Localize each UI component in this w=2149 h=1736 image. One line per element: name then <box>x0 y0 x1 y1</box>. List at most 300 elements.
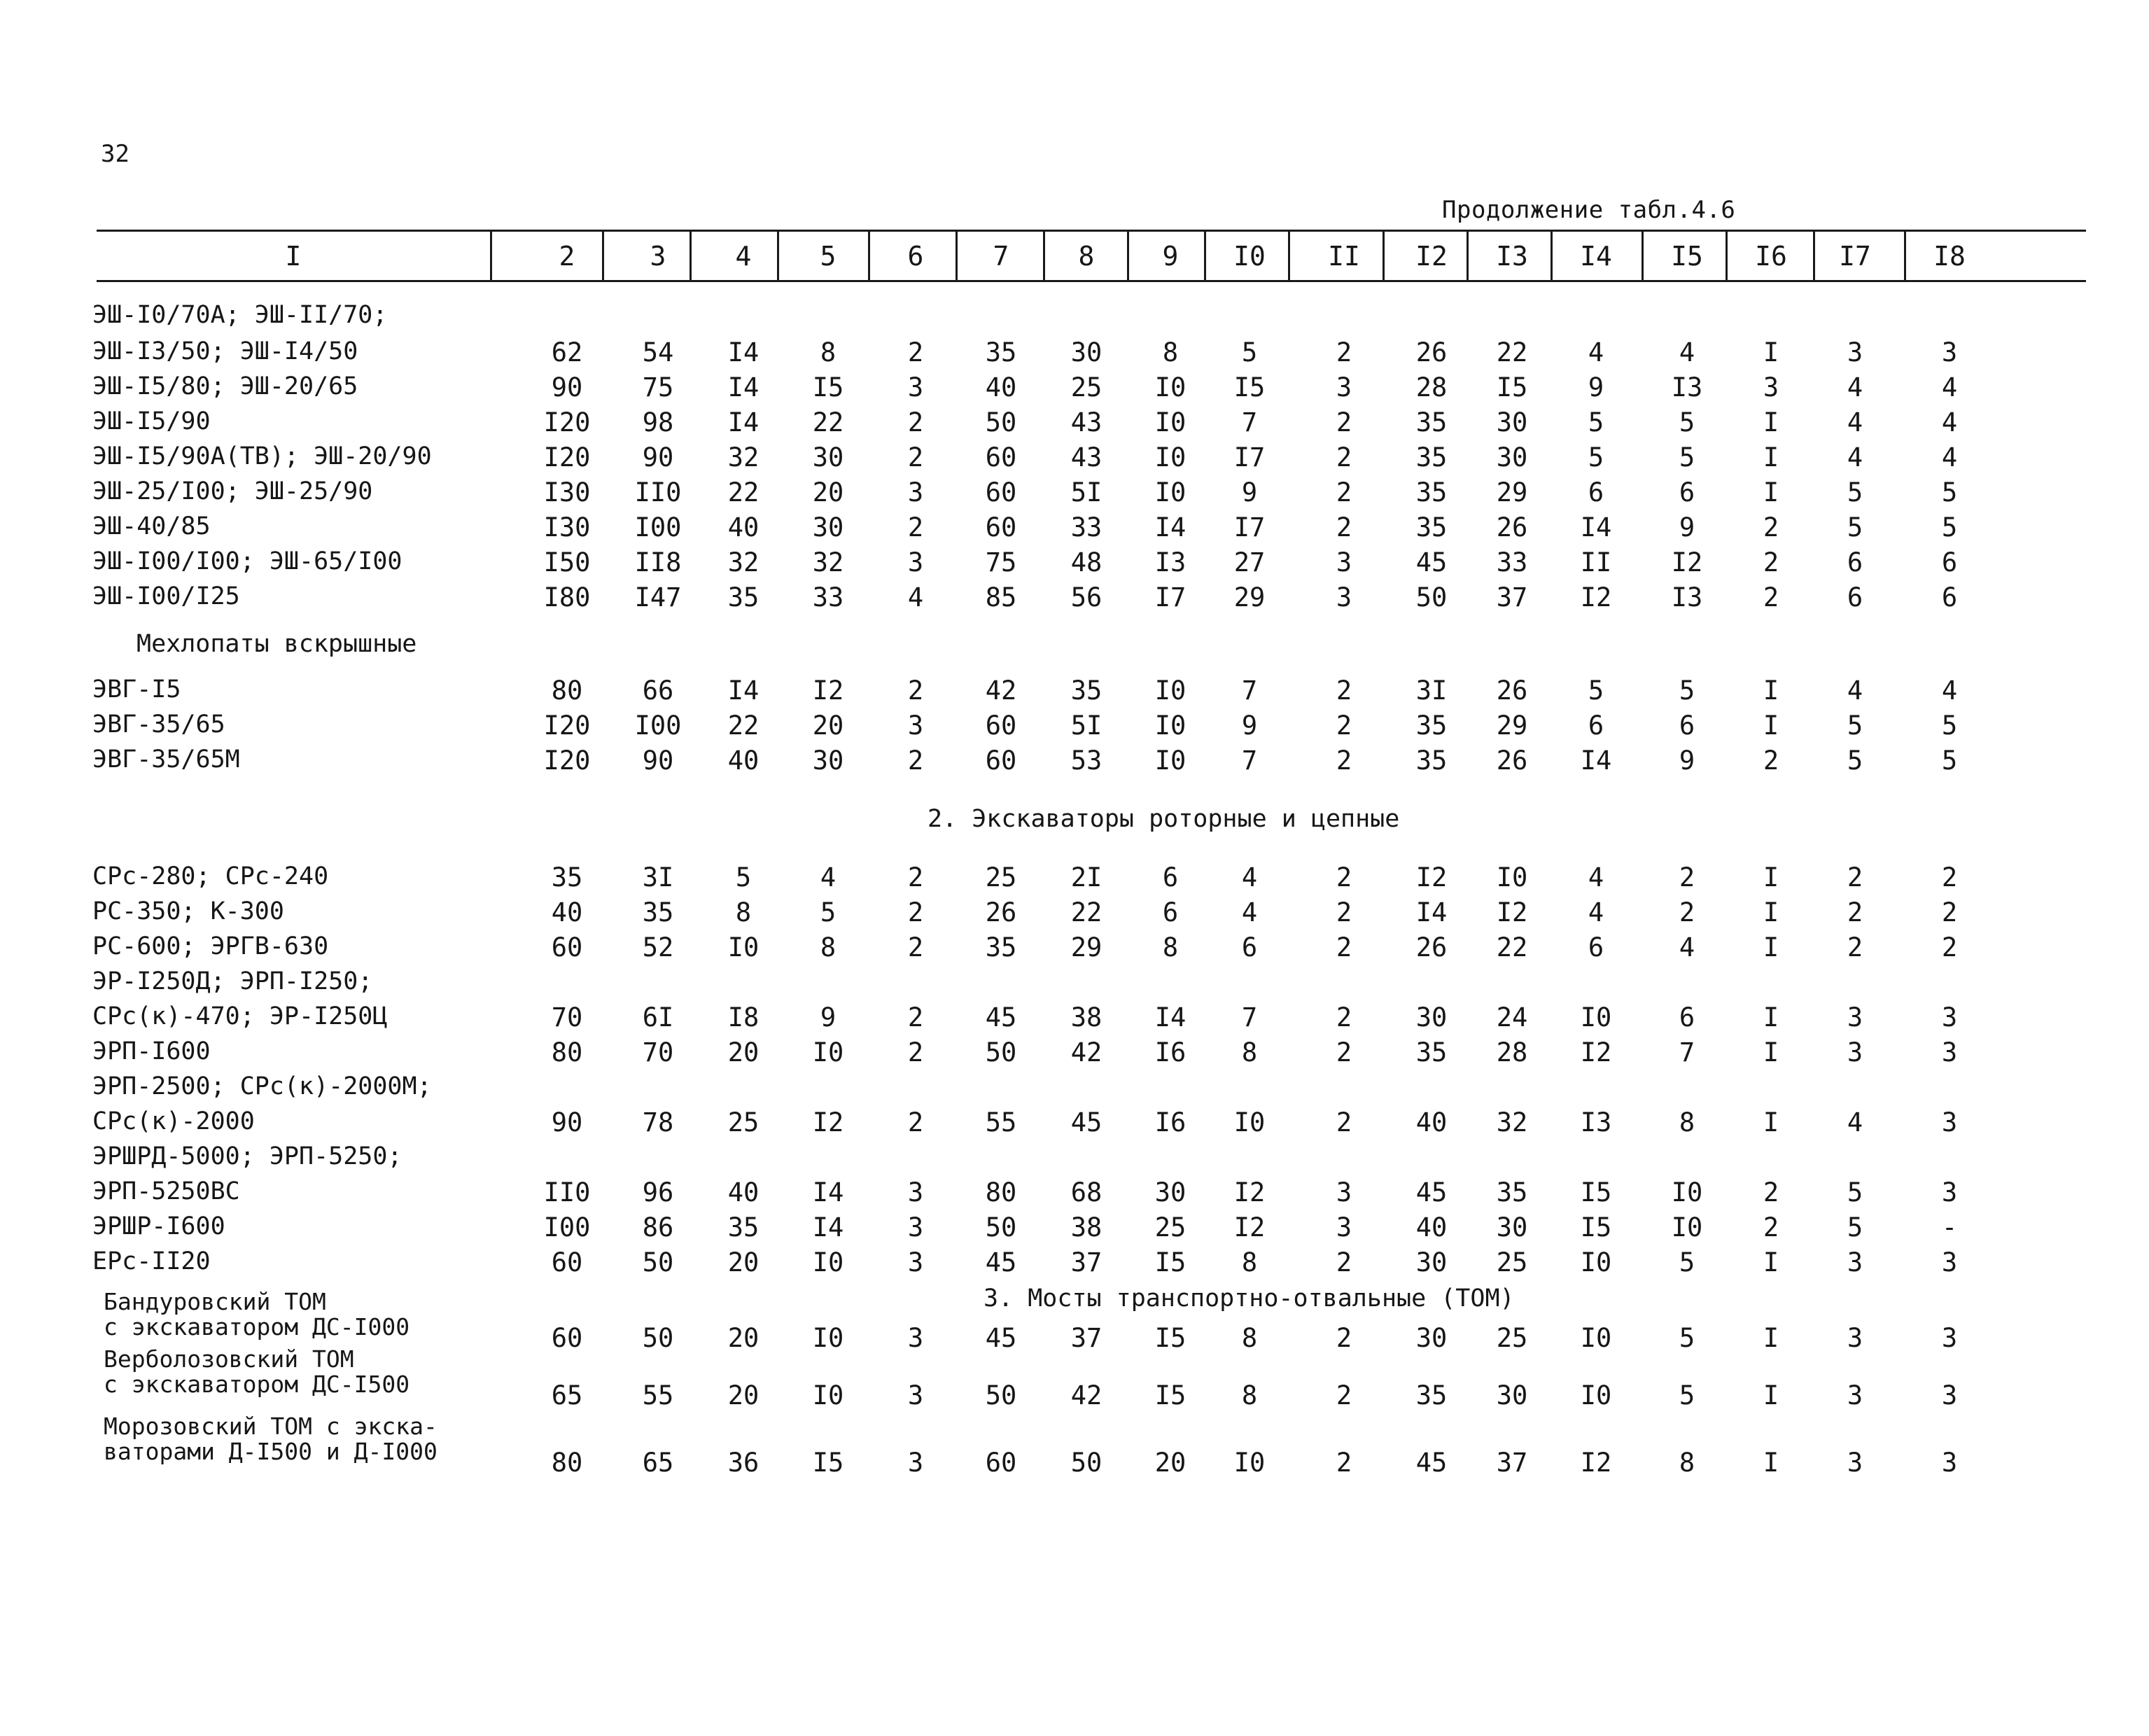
table-cell: 6 <box>1162 897 1179 927</box>
table-cell: 8 <box>820 932 836 962</box>
table-cell: 2 <box>1763 1212 1779 1242</box>
row-label: Бандуровский ТОМ <box>104 1288 326 1315</box>
table-cell: I3 <box>1671 582 1703 612</box>
table-cell: 4 <box>1679 337 1695 368</box>
table-cell: 5 <box>1847 710 1863 741</box>
table-cell: 2I <box>1070 862 1102 892</box>
table-cell: I20 <box>543 746 591 776</box>
table-cell: 2 <box>907 676 924 706</box>
table-cell: I2 <box>1415 862 1448 892</box>
table-cell: 6 <box>1847 582 1863 612</box>
table-cell: 90 <box>642 442 674 472</box>
table-cell: 30 <box>1496 407 1528 438</box>
row-label: ЭВГ-I5 <box>92 676 181 704</box>
table-cell: 26 <box>985 897 1017 927</box>
table-cell: 40 <box>727 1177 760 1208</box>
table-cell: 5 <box>1588 407 1604 438</box>
row-label: ЭРП-5250ВС <box>92 1177 240 1205</box>
table-cell: 25 <box>727 1107 760 1138</box>
table-cell: I4 <box>727 676 760 706</box>
table-cell: 2 <box>907 1002 924 1032</box>
table-cell: 8 <box>1241 1247 1258 1278</box>
table-cell: 8 <box>735 897 752 927</box>
table-cell: 2 <box>1336 1107 1352 1138</box>
table-cell: 32 <box>727 547 760 578</box>
column-header: 2 <box>559 241 575 272</box>
page-number: 32 <box>101 140 130 168</box>
table-cell: 20 <box>727 1247 760 1278</box>
table-cell: 3 <box>1847 1448 1863 1478</box>
table-cell: 3 <box>1941 337 1958 368</box>
table-cell: 35 <box>1415 710 1448 741</box>
table-cell: 45 <box>1415 547 1448 578</box>
row-label: РС-350; К-300 <box>92 897 284 925</box>
table-cell: 26 <box>1496 676 1528 706</box>
table-cell: 5 <box>1847 477 1863 507</box>
table-cell: 4 <box>1679 932 1695 962</box>
table-cell: - <box>1941 1212 1958 1242</box>
row-label: ЭШ-25/I00; ЭШ-25/90 <box>92 477 373 505</box>
table-cell: II0 <box>634 477 682 507</box>
table-cell: 68 <box>1070 1177 1102 1208</box>
table-cell: 6I <box>642 1002 674 1032</box>
table-cell: I4 <box>1580 746 1612 776</box>
table-cell: 30 <box>1496 442 1528 472</box>
row-label: ЭРШР-I600 <box>92 1212 225 1240</box>
table-cell: 33 <box>1070 512 1102 542</box>
table-cell: 40 <box>985 372 1017 402</box>
table-cell: 3 <box>1847 1380 1863 1410</box>
table-cell: 35 <box>727 1212 760 1242</box>
table-cell: 2 <box>1336 746 1352 776</box>
table-cell: 54 <box>642 337 674 368</box>
table-cell: 35 <box>1415 1380 1448 1410</box>
table-cell: I20 <box>543 407 591 438</box>
table-cell: 8 <box>1241 1037 1258 1068</box>
table-cell: 7 <box>1241 407 1258 438</box>
column-header: 4 <box>735 241 752 272</box>
table-cell: I <box>1763 1380 1779 1410</box>
subsection-title: Мехлопаты вскрышные <box>136 630 417 658</box>
table-cell: 30 <box>1154 1177 1186 1208</box>
table-cell: I0 <box>1154 407 1186 438</box>
table-cell: I50 <box>543 547 591 578</box>
table-cell: I0 <box>1671 1212 1703 1242</box>
table-cell: I2 <box>1496 897 1528 927</box>
table-cell: 6 <box>1679 477 1695 507</box>
table-cell: 5 <box>1847 746 1863 776</box>
table-cell: 3 <box>1336 372 1352 402</box>
table-cell: 4 <box>1941 676 1958 706</box>
table-cell: 3 <box>1941 1247 1958 1278</box>
table-cell: 30 <box>812 512 844 542</box>
table-cell: 35 <box>1415 746 1448 776</box>
table-cell: 5 <box>820 897 836 927</box>
table-cell: 30 <box>812 746 844 776</box>
table-cell: 2 <box>907 512 924 542</box>
table-cell: 55 <box>642 1380 674 1410</box>
table-cell: 60 <box>985 1448 1017 1478</box>
table-cell: I5 <box>1580 1212 1612 1242</box>
table-cell: 5 <box>1941 512 1958 542</box>
table-cell: I <box>1763 1323 1779 1353</box>
row-label: ЭРШРД-5000; ЭРП-5250; <box>92 1142 402 1170</box>
table-cell: 5 <box>1679 676 1695 706</box>
table-cell: I6 <box>1154 1037 1186 1068</box>
table-cell: 6 <box>1241 932 1258 962</box>
table-cell: 50 <box>985 407 1017 438</box>
table-cell: 60 <box>551 1323 583 1353</box>
table-cell: 30 <box>1415 1002 1448 1032</box>
table-cell: 30 <box>812 442 844 472</box>
table-cell: 3 <box>907 1448 924 1478</box>
table-cell: 3 <box>1941 1380 1958 1410</box>
column-header: I4 <box>1580 241 1612 272</box>
row-label-line2: ваторами Д-I500 и Д-I000 <box>104 1438 438 1465</box>
table-cell: 5 <box>1588 676 1604 706</box>
table-cell: I <box>1763 477 1779 507</box>
table-cell: 28 <box>1415 372 1448 402</box>
table-cell: 8 <box>1241 1380 1258 1410</box>
table-cell: 40 <box>727 746 760 776</box>
table-cell: I4 <box>812 1212 844 1242</box>
column-header: I <box>285 241 302 272</box>
table-cell: 35 <box>985 932 1017 962</box>
table-cell: 66 <box>642 676 674 706</box>
table-cell: 27 <box>1233 547 1266 578</box>
table-cell: I2 <box>1580 582 1612 612</box>
table-cell: 4 <box>1847 676 1863 706</box>
column-header: 8 <box>1078 241 1095 272</box>
table-cell: 5 <box>1941 746 1958 776</box>
column-header: I6 <box>1755 241 1787 272</box>
table-cell: I0 <box>1580 1247 1612 1278</box>
table-cell: I4 <box>727 407 760 438</box>
table-cell: 2 <box>1847 897 1863 927</box>
table-cell: 8 <box>1162 337 1179 368</box>
table-cell: 5 <box>1941 477 1958 507</box>
table-cell: I5 <box>1154 1247 1186 1278</box>
table-cell: 3 <box>1336 582 1352 612</box>
table-cell: 50 <box>642 1247 674 1278</box>
table-cell: 65 <box>551 1380 583 1410</box>
table-cell: I0 <box>1154 746 1186 776</box>
table-cell: 6 <box>1588 477 1604 507</box>
table-cell: 78 <box>642 1107 674 1138</box>
table-cell: 3 <box>1847 1247 1863 1278</box>
table-cell: 9 <box>1241 477 1258 507</box>
header-rule-bottom <box>97 280 2086 282</box>
column-header: I8 <box>1933 241 1966 272</box>
table-cell: I4 <box>1154 512 1186 542</box>
table-cell: 4 <box>1941 407 1958 438</box>
table-cell: 38 <box>1070 1212 1102 1242</box>
table-cell: 6 <box>1941 582 1958 612</box>
table-cell: 4 <box>1847 1107 1863 1138</box>
table-cell: 2 <box>1336 407 1352 438</box>
table-cell: 3 <box>1763 372 1779 402</box>
table-cell: 32 <box>727 442 760 472</box>
table-cell: 9 <box>1679 746 1695 776</box>
table-cell: 2 <box>907 1037 924 1068</box>
table-cell: 45 <box>1415 1177 1448 1208</box>
table-cell: 8 <box>1679 1448 1695 1478</box>
table-cell: 85 <box>985 582 1017 612</box>
column-header: I0 <box>1233 241 1266 272</box>
table-cell: 40 <box>727 512 760 542</box>
table-cell: 9 <box>820 1002 836 1032</box>
table-cell: 50 <box>985 1380 1017 1410</box>
table-cell: 30 <box>1415 1323 1448 1353</box>
table-cell: 60 <box>985 442 1017 472</box>
table-cell: 2 <box>1679 862 1695 892</box>
table-cell: I00 <box>543 1212 591 1242</box>
table-cell: 5 <box>1679 1380 1695 1410</box>
table-cell: 5 <box>1679 1323 1695 1353</box>
table-cell: I2 <box>1671 547 1703 578</box>
table-cell: 40 <box>1415 1212 1448 1242</box>
column-header: I2 <box>1415 241 1448 272</box>
table-cell: 5 <box>1941 710 1958 741</box>
table-cell: I0 <box>1580 1323 1612 1353</box>
table-cell: I <box>1763 337 1779 368</box>
table-cell: 20 <box>727 1323 760 1353</box>
row-label: ЭВГ-35/65 <box>92 710 225 738</box>
table-cell: I2 <box>1580 1448 1612 1478</box>
table-cell: 3 <box>1336 1212 1352 1242</box>
row-label: ЭШ-I5/90 <box>92 407 211 435</box>
table-cell: 50 <box>985 1037 1017 1068</box>
table-cell: 4 <box>907 582 924 612</box>
table-cell: 2 <box>1763 512 1779 542</box>
row-label: Морозовский ТОМ с экска- <box>104 1413 438 1440</box>
table-cell: 42 <box>1070 1380 1102 1410</box>
table-cell: 38 <box>1070 1002 1102 1032</box>
table-cell: 4 <box>1847 407 1863 438</box>
table-cell: 45 <box>1070 1107 1102 1138</box>
table-cell: 6 <box>1162 862 1179 892</box>
table-cell: 29 <box>1233 582 1266 612</box>
table-cell: 90 <box>642 746 674 776</box>
table-cell: I0 <box>1671 1177 1703 1208</box>
table-cell: I0 <box>1496 862 1528 892</box>
table-cell: 3 <box>907 477 924 507</box>
table-cell: 22 <box>1496 932 1528 962</box>
table-cell: I <box>1763 897 1779 927</box>
table-cell: 43 <box>1070 407 1102 438</box>
column-header: 3 <box>650 241 666 272</box>
table-cell: I30 <box>543 512 591 542</box>
table-cell: 2 <box>1679 897 1695 927</box>
table-cell: 60 <box>985 710 1017 741</box>
table-cell: I0 <box>1580 1002 1612 1032</box>
table-cell: 60 <box>551 932 583 962</box>
table-cell: 5 <box>735 862 752 892</box>
table-cell: 60 <box>551 1247 583 1278</box>
table-cell: 35 <box>1070 676 1102 706</box>
table-cell: 3 <box>907 1323 924 1353</box>
table-cell: I0 <box>1580 1380 1612 1410</box>
table-cell: 5 <box>1847 512 1863 542</box>
table-cell: 3I <box>1415 676 1448 706</box>
table-cell: 22 <box>727 710 760 741</box>
table-cell: 48 <box>1070 547 1102 578</box>
table-cell: I0 <box>812 1037 844 1068</box>
table-cell: I4 <box>727 372 760 402</box>
table-cell: I0 <box>1154 372 1186 402</box>
row-label: ЭШ-I0/70А; ЭШ-II/70; <box>92 301 388 329</box>
table-cell: 35 <box>1496 1177 1528 1208</box>
table-cell: I20 <box>543 442 591 472</box>
table-cell: 3 <box>1847 1002 1863 1032</box>
table-cell: 4 <box>1847 372 1863 402</box>
table-cell: I5 <box>1496 372 1528 402</box>
table-cell: 8 <box>1679 1107 1695 1138</box>
table-cell: 32 <box>812 547 844 578</box>
table-cell: 3 <box>907 547 924 578</box>
table-cell: 7 <box>1679 1037 1695 1068</box>
table-cell: 2 <box>907 337 924 368</box>
table-cell: 6 <box>1679 710 1695 741</box>
table-cell: 25 <box>1496 1323 1528 1353</box>
table-cell: 2 <box>1336 932 1352 962</box>
table-cell: 3 <box>1941 1107 1958 1138</box>
table-cell: 35 <box>1415 407 1448 438</box>
table-cell: 4 <box>1241 862 1258 892</box>
table-cell: 2 <box>907 746 924 776</box>
table-cell: 33 <box>1496 547 1528 578</box>
table-cell: 28 <box>1496 1037 1528 1068</box>
table-cell: 2 <box>1763 582 1779 612</box>
table-cell: 2 <box>1336 710 1352 741</box>
table-cell: 9 <box>1588 372 1604 402</box>
table-cell: I20 <box>543 710 591 741</box>
table-cell: 70 <box>642 1037 674 1068</box>
table-cell: 22 <box>812 407 844 438</box>
table-cell: II0 <box>543 1177 591 1208</box>
table-cell: 80 <box>985 1177 1017 1208</box>
table-cell: 2 <box>1336 1037 1352 1068</box>
table-cell: 2 <box>907 1107 924 1138</box>
column-header: 9 <box>1162 241 1179 272</box>
table-cell: 37 <box>1070 1323 1102 1353</box>
table-cell: I6 <box>1154 1107 1186 1138</box>
table-cell: I5 <box>1233 372 1266 402</box>
table-cell: I <box>1763 1448 1779 1478</box>
table-cell: 35 <box>1415 477 1448 507</box>
row-label: ЭШ-I5/90А(ТВ); ЭШ-20/90 <box>92 442 432 470</box>
table-cell: I0 <box>1154 477 1186 507</box>
table-cell: I7 <box>1233 512 1266 542</box>
table-cell: I5 <box>1154 1323 1186 1353</box>
continuation-label: Продолжение табл.4.6 <box>1442 196 1736 224</box>
table-cell: 2 <box>1336 1448 1352 1478</box>
table-cell: 2 <box>1336 477 1352 507</box>
table-cell: 60 <box>985 512 1017 542</box>
row-label: РС-600; ЭРГВ-630 <box>92 932 329 960</box>
table-cell: 6 <box>1588 932 1604 962</box>
table-cell: 4 <box>820 862 836 892</box>
table-cell: 22 <box>727 477 760 507</box>
row-label: СРс-280; СРс-240 <box>92 862 329 890</box>
table-cell: 35 <box>1415 512 1448 542</box>
table-cell: I0 <box>812 1247 844 1278</box>
table-cell: 3 <box>907 1247 924 1278</box>
table-cell: I0 <box>812 1380 844 1410</box>
table-cell: 50 <box>985 1212 1017 1242</box>
table-cell: 6 <box>1847 547 1863 578</box>
table-cell: 2 <box>1336 512 1352 542</box>
table-cell: 8 <box>1162 932 1179 962</box>
table-cell: 75 <box>642 372 674 402</box>
table-cell: 55 <box>985 1107 1017 1138</box>
table-cell: 2 <box>1847 862 1863 892</box>
table-cell: 2 <box>1763 1177 1779 1208</box>
table-cell: I5 <box>812 372 844 402</box>
table-cell: I0 <box>812 1323 844 1353</box>
table-cell: 37 <box>1070 1247 1102 1278</box>
table-cell: 3 <box>1941 1177 1958 1208</box>
table-cell: I4 <box>727 337 760 368</box>
table-cell: I <box>1763 862 1779 892</box>
table-cell: 6 <box>1679 1002 1695 1032</box>
column-divider <box>1904 231 1906 281</box>
table-cell: 2 <box>907 932 924 962</box>
table-cell: 26 <box>1496 512 1528 542</box>
table-cell: 33 <box>812 582 844 612</box>
table-cell: 50 <box>642 1323 674 1353</box>
table-cell: 25 <box>1070 372 1102 402</box>
row-label: СРс(к)-2000 <box>92 1107 255 1135</box>
table-cell: 35 <box>642 897 674 927</box>
table-cell: 8 <box>1241 1323 1258 1353</box>
table-cell: 35 <box>1415 442 1448 472</box>
table-cell: I <box>1763 1002 1779 1032</box>
column-header: I5 <box>1671 241 1703 272</box>
table-cell: 45 <box>985 1002 1017 1032</box>
table-cell: 37 <box>1496 582 1528 612</box>
table-cell: 2 <box>1763 547 1779 578</box>
table-cell: 80 <box>551 676 583 706</box>
table-cell: I0 <box>1154 676 1186 706</box>
table-cell: 3 <box>1336 1177 1352 1208</box>
table-cell: I0 <box>1233 1107 1266 1138</box>
table-cell: 3 <box>907 1380 924 1410</box>
table-cell: I2 <box>812 1107 844 1138</box>
table-cell: I00 <box>634 512 682 542</box>
table-cell: 65 <box>642 1448 674 1478</box>
table-cell: 3 <box>907 710 924 741</box>
table-cell: I0 <box>1233 1448 1266 1478</box>
table-cell: 29 <box>1496 477 1528 507</box>
table-cell: I5 <box>1154 1380 1186 1410</box>
table-cell: 90 <box>551 372 583 402</box>
table-cell: I5 <box>1580 1177 1612 1208</box>
table-cell: I00 <box>634 710 682 741</box>
table-cell: I2 <box>812 676 844 706</box>
table-cell: I <box>1763 1247 1779 1278</box>
table-cell: 26 <box>1415 932 1448 962</box>
table-cell: I <box>1763 932 1779 962</box>
table-cell: 52 <box>642 932 674 962</box>
table-cell: 2 <box>907 442 924 472</box>
table-cell: 4 <box>1588 897 1604 927</box>
table-cell: 50 <box>1415 582 1448 612</box>
table-cell: I <box>1763 442 1779 472</box>
table-cell: 2 <box>1336 676 1352 706</box>
table-cell: I4 <box>1415 897 1448 927</box>
table-cell: 30 <box>1070 337 1102 368</box>
